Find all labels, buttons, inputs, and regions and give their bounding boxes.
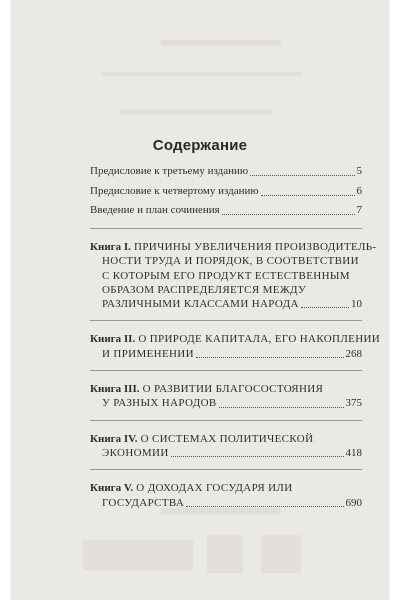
book-title-line — [90, 432, 362, 446]
book-title-text: ГОСУДАРСТВА — [102, 496, 185, 509]
book-page-number: 375 — [345, 397, 362, 410]
toc-entry-title: Предисловие к третьему изданию — [90, 165, 249, 177]
book-label: Книга I. — [90, 241, 131, 253]
dot-leader — [301, 307, 349, 308]
book-page-number: 268 — [345, 347, 362, 360]
show-through-mark — [121, 110, 271, 114]
toc-entry-page: 7 — [356, 204, 362, 216]
dot-leader — [171, 456, 344, 457]
book-title-last-line — [90, 446, 362, 460]
toc-entry-title: Предисловие к четвертому изданию — [90, 184, 259, 197]
book-page — [11, 0, 389, 600]
dot-leader — [219, 407, 344, 408]
dot-leader — [222, 214, 355, 215]
divider — [90, 370, 362, 371]
divider — [90, 228, 362, 229]
toc-book-entry — [90, 382, 362, 421]
book-title-last-line — [90, 396, 362, 410]
book-page-number: 418 — [345, 446, 362, 459]
book-title-line — [90, 481, 362, 495]
book-title-last-line — [90, 347, 362, 361]
book-title-line — [90, 240, 377, 254]
book-title-text: У РАЗНЫХ НАРОДОВ — [102, 397, 217, 410]
book-title-text: И ПРИМЕНЕНИИ — [102, 347, 194, 360]
dot-leader — [196, 357, 344, 358]
book-title-last-line — [90, 496, 362, 510]
toc-entry-title: Введение и план сочинения — [90, 204, 220, 216]
show-through-mark — [83, 540, 193, 570]
book-title-line: НОСТИ ТРУДА И ПОРЯДОК, В СООТВЕТСТВИИ — [102, 255, 359, 268]
show-through-mark — [101, 72, 301, 76]
book-title-text: ЭКОНОМИИ — [102, 446, 169, 459]
book-title-line — [90, 382, 362, 396]
book-title-line: ОБРАЗОМ РАСПРЕДЕЛЯЕТСЯ МЕЖДУ — [102, 283, 307, 296]
toc-entry — [90, 184, 362, 199]
book-title-line: С КОТОРЫМ ЕГО ПРОДУКТ ЕСТЕСТВЕННЫМ — [102, 269, 350, 282]
page-title: Содержание — [152, 137, 248, 154]
show-through-mark — [161, 40, 281, 46]
toc-entry — [90, 164, 362, 179]
dot-leader — [261, 195, 355, 196]
toc-entry-page: 5 — [356, 165, 362, 177]
book-label: Книга III. — [90, 383, 140, 396]
book-label: Книга V. — [90, 482, 134, 495]
table-of-contents — [90, 164, 381, 510]
toc-entry-page: 6 — [356, 184, 362, 197]
book-title-text: О ДОХОДАХ ГОСУДАРЯ ИЛИ — [136, 482, 293, 495]
toc-book-entry — [90, 240, 377, 321]
show-through-mark — [261, 535, 301, 573]
book-title-text: О РАЗВИТИИ БЛАГОСОСТОЯНИЯ — [142, 383, 324, 396]
dot-leader — [250, 175, 354, 176]
book-title-text: О СИСТЕМАХ ПОЛИТИЧЕСКОЙ — [140, 432, 314, 445]
book-title-text: ПРИЧИНЫ УВЕЛИЧЕНИЯ ПРОИЗВОДИТЕЛЬ- — [134, 241, 377, 253]
divider — [90, 469, 362, 470]
book-label: Книга IV. — [90, 432, 138, 445]
book-label: Книга II. — [90, 333, 136, 346]
toc-book-entry — [90, 432, 362, 471]
dot-leader — [186, 506, 343, 507]
book-page-number: 10 — [351, 298, 362, 311]
book-page-number: 690 — [345, 496, 362, 509]
book-title-last-line — [90, 297, 362, 311]
divider — [90, 420, 362, 421]
book-title-text: О ПРИРОДЕ КАПИТАЛА, ЕГО НАКОПЛЕНИИ — [138, 333, 381, 346]
toc-book-entry — [90, 481, 362, 510]
book-title-text: РАЗЛИЧНЫМИ КЛАССАМИ НАРОДА — [102, 298, 299, 311]
book-title-line — [90, 332, 381, 346]
show-through-mark — [207, 535, 243, 573]
divider — [90, 320, 362, 321]
toc-book-entry — [90, 332, 381, 371]
toc-entry — [90, 203, 362, 218]
